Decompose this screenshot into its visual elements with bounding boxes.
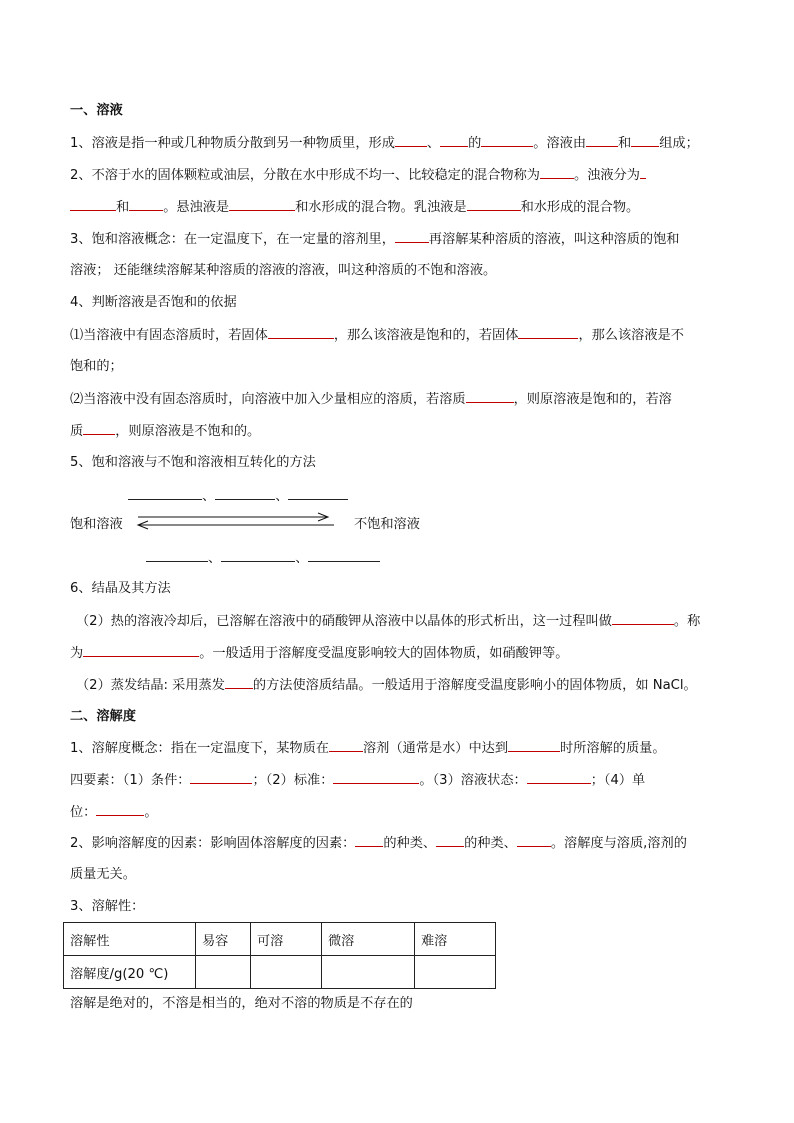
table-cell-empty[interactable] bbox=[415, 956, 496, 989]
text: 的方法使溶质结晶。一般适用于溶解度受温度影响小的固体物质，如 NaCl。 bbox=[252, 678, 697, 693]
text: 和水形成的混合物。乳浊液是 bbox=[295, 200, 467, 215]
text: ，则原溶液是饱和的，若溶 bbox=[513, 392, 672, 407]
line-saturated-end: 饱和的； bbox=[70, 359, 123, 374]
blank[interactable] bbox=[96, 802, 144, 816]
text: 溶剂（通常是水）中达到 bbox=[362, 741, 509, 756]
line-cooling-applicability bbox=[70, 643, 568, 664]
text: ，则原溶液是不饱和的。 bbox=[115, 424, 261, 439]
arrow-left bbox=[138, 521, 334, 529]
text: 四要素：（1）条件： bbox=[70, 773, 191, 788]
text: 。 bbox=[144, 805, 158, 820]
text: 。一般适用于溶解度受温度影响较大的固体物质，如硝酸钾等。 bbox=[199, 646, 569, 661]
separator: 、 bbox=[295, 551, 309, 566]
blank[interactable] bbox=[221, 548, 295, 562]
text: ；（2）标准： bbox=[252, 773, 334, 788]
blank[interactable] bbox=[436, 833, 464, 847]
text: 和水形成的混合物。 bbox=[520, 200, 640, 215]
text: 为 bbox=[70, 646, 84, 661]
text: 时所溶解的质量。 bbox=[560, 741, 666, 756]
line-influencing-factors bbox=[70, 833, 687, 854]
blank[interactable] bbox=[225, 675, 253, 689]
section-heading-solution: 一、溶液 bbox=[70, 103, 123, 118]
line-crystallization: 6、结晶及其方法 bbox=[70, 581, 171, 596]
line-solubility-definition bbox=[70, 738, 666, 759]
text: ，那么该溶液是饱和的，若固体 bbox=[333, 328, 519, 343]
blank[interactable] bbox=[517, 833, 551, 847]
text: 。称 bbox=[673, 614, 701, 629]
line-conversion-methods: 5、饱和溶液与不饱和溶液相互转化的方法 bbox=[70, 455, 316, 470]
separator: 、 bbox=[275, 489, 289, 504]
text: 。浊液分为 bbox=[573, 168, 640, 183]
line-four-elements bbox=[70, 770, 645, 791]
text: 1、溶液是指一种或几种物质分散到另一种物质里，形成 bbox=[70, 136, 395, 151]
solubility-table bbox=[63, 922, 496, 989]
line-unit bbox=[70, 802, 158, 823]
blank[interactable] bbox=[508, 738, 560, 752]
text: ；（4）单 bbox=[590, 773, 646, 788]
text: 3、饱和溶液概念：在一定温度下，在一定量的溶剂里， bbox=[70, 232, 395, 247]
arrow-right bbox=[138, 513, 328, 521]
text: 质 bbox=[70, 424, 84, 439]
text: ⑴当溶液中有固态溶质时，若固体 bbox=[70, 328, 268, 343]
text: 1、溶解度概念：指在一定温度下，某物质在 bbox=[70, 741, 329, 756]
blank[interactable] bbox=[527, 770, 591, 784]
text: 和 bbox=[618, 136, 632, 151]
blank[interactable] bbox=[333, 770, 419, 784]
line-evaporation-crystallization bbox=[76, 675, 697, 696]
blank[interactable] bbox=[308, 548, 380, 562]
section-heading-solubility: 二、溶解度 bbox=[70, 709, 136, 724]
text: 再溶解某种溶质的溶液，叫这种溶质的饱和 bbox=[428, 232, 680, 247]
table-row bbox=[64, 923, 496, 956]
blank[interactable] bbox=[329, 738, 363, 752]
text: （2）热的溶液冷却后，已溶解在溶液中的硝酸钾从溶液中以晶体的形式析出，这一过程叫做 bbox=[76, 614, 612, 629]
line-judge-saturation: 4、判断溶液是否饱和的依据 bbox=[70, 295, 237, 310]
text: 。（3）溶液状态： bbox=[419, 773, 527, 788]
text: 的种类、 bbox=[383, 836, 437, 851]
table-header-cell: 易容 bbox=[196, 923, 251, 956]
text: 2、影响溶解度的因素：影响固体溶解度的因素： bbox=[70, 836, 356, 851]
saturated-label: 饱和溶液 bbox=[70, 517, 123, 532]
text: 。悬浊液是 bbox=[163, 200, 230, 215]
text: ⑵当溶液中没有固态溶质时，向溶液中加入少量相应的溶质，若溶质 bbox=[70, 392, 466, 407]
text: 、 bbox=[426, 136, 441, 151]
table-row bbox=[64, 956, 496, 989]
line-unsaturated-definition: 溶液； 还能继续溶解某种溶质的溶液的溶液，叫这种溶质的不饱和溶液。 bbox=[70, 263, 497, 278]
blank[interactable] bbox=[612, 611, 674, 625]
blank[interactable] bbox=[146, 548, 208, 562]
text: 位： bbox=[70, 805, 97, 820]
unsaturated-label: 不饱和溶液 bbox=[354, 517, 420, 532]
text: 。溶解度与溶质,溶剂的 bbox=[550, 836, 687, 851]
text: 组成； bbox=[659, 136, 699, 151]
text: ，那么该溶液是不 bbox=[578, 328, 684, 343]
text: 2、不溶于水的固体颗粒或油层，分散在水中形成不均一、比较稳定的混合物称为 bbox=[70, 168, 540, 183]
blank[interactable] bbox=[355, 833, 383, 847]
table-cell-empty[interactable] bbox=[322, 956, 415, 989]
separator: 、 bbox=[202, 489, 216, 504]
blank[interactable] bbox=[83, 643, 199, 657]
line-solubility-note: 溶解是绝对的，不溶是相当的，绝对不溶的物质是不存在的 bbox=[70, 996, 413, 1011]
blank[interactable] bbox=[190, 770, 252, 784]
line-mass-independent: 质量无关。 bbox=[70, 867, 136, 882]
text: 。溶液由 bbox=[533, 136, 587, 151]
table-cell-empty[interactable] bbox=[251, 956, 322, 989]
text: 的种类、 bbox=[464, 836, 517, 851]
text: 和 bbox=[116, 200, 130, 215]
line-solubility-category: 3、溶解性： bbox=[70, 899, 145, 914]
separator: 、 bbox=[208, 551, 222, 566]
text: 的 bbox=[468, 136, 482, 151]
table-header-cell: 可溶 bbox=[251, 923, 322, 956]
table-header-cell: 溶解性 bbox=[64, 923, 196, 956]
line-cooling-crystallization bbox=[76, 611, 700, 632]
table-header-cell: 微溶 bbox=[322, 923, 415, 956]
table-header-cell: 难溶 bbox=[415, 923, 496, 956]
conversion-bottom-blanks bbox=[146, 548, 380, 569]
table-row-label: 溶解度/g(20 ℃) bbox=[64, 956, 196, 989]
text: （2）蒸发结晶: 采用蒸发 bbox=[76, 678, 225, 693]
table-cell-empty[interactable] bbox=[196, 956, 251, 989]
